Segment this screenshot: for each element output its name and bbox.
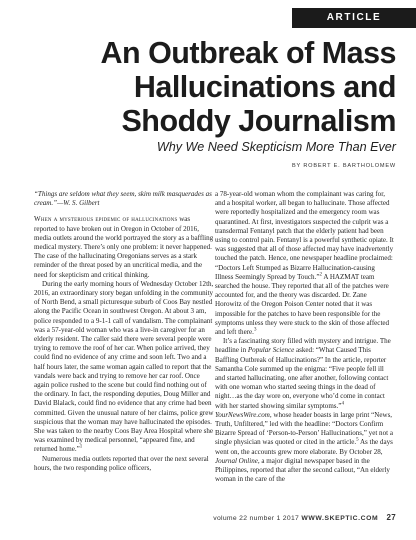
article-title: An Outbreak of Mass Hallucinations and Shoddy Journalism [100, 36, 396, 138]
section-tag: ARTICLE [292, 8, 416, 28]
lead-in: When a mysterious epidemic of hallucinations [34, 215, 178, 224]
paragraph [215, 337, 395, 484]
paragraph-text: As the days went on, the accounts grew more elaborate. By October 28, [215, 438, 393, 456]
paragraph-text: A HAZMAT team searched the house. They reported that all of the patches were accounted for, and the theory was discarded. Dr. Zane Horowitz of the Oregon Poison Center noted that it was impossible for the patches to have been responsible for the symptoms unless they were stuck to the skin of those affected and left there. [215, 272, 390, 337]
paragraph: Numerous media outlets reported that over the next several hours, the two responding police officers, [34, 454, 209, 472]
publication-name: YourNewsWire.com [215, 410, 270, 419]
paragraph [215, 190, 395, 337]
paragraph-text: During the early morning hours of Wednesday October 12th, 2016, an extraordinary story began unfolding in the community of North Bend, a small picturesque suburb of Coos Bay nestled along the Pacific Ocean in southwest Oregon. At about 3 am, police responded to a 9-1-1 call of vandalism. The complainant was a 57-year-old woman who was a live-in caregiver for an elderly resident. The caller said there were several people were trying to remove the roof of her car. When police arrived, they could find no evidence of any crime and soon left. Two and a half hours later, the same woman again called to report that the vandals were back and trying to remove her car roof. Once again police rushed to the scene but could find nothing out of the ordinary. In fact, the responding deputies, Doug Miller and David Blalack, could find no evidence that any crime had been committed. Given the unusual nature of her claims, police grew suspicious that the woman may have hallucinated the episodes. She was taken to the nearby Coos Bay Area Hospital where she was examined by medical personnel, “appeared fine, and returned home.” [34, 279, 214, 454]
footnote-ref: 5 [356, 438, 359, 444]
paragraph-text: a 78-year-old woman whom the complainant was caring for, and a hospital worker, all began to hallucinate. Those affected were reportedly hospitalized and the emergency room was quarantined. At first, investigators suspected the culprit was a transdermal Fentanyl patch that the elderly patient had been using to control pain. Fentanyl is a powerful synthetic opiate. It was suggested that all of those affected may have inadvertently touched the patch. Hence, one newspaper headline proclaimed: “Doctors Left Stumped as Bizarre Hallucination-causing Illness Seemingly Spread by Touch.” [215, 190, 394, 281]
publication-name: Popular Science [247, 346, 295, 355]
paragraph-text: , whose header boasts in large print “News, Truth, Unfiltered,” led with the headline: “Doctors Confirm Bizarre Spread of ‘Person-to-Person’ Hallucinations,” yet not a single physician was quoted or cited in the article. [215, 410, 393, 447]
page-footer [20, 513, 396, 522]
site-url: WWW.SKEPTIC.COM [301, 515, 379, 522]
paragraph-text: , a major digital newspaper based in the Philippines, reported that after the second callout, “An elderly woman in the care of the [215, 456, 390, 484]
page-number: 27 [386, 513, 396, 522]
publication-name: Journal Online [215, 456, 258, 465]
paragraph-text: It’s a fascinating story filled with mystery and intrigue. The headline in [215, 337, 391, 355]
right-column [215, 190, 395, 485]
footnote-ref: 1 [79, 445, 83, 451]
footnote-ref: 3 [253, 327, 257, 333]
paragraph [34, 280, 215, 455]
left-column [34, 190, 215, 473]
epigraph: “Things are seldom what they seem, skim milk masquerades as cream.”—W. S. Gilbert [34, 190, 212, 208]
byline: BY ROBERT E. BARTHOLOMEW [292, 163, 396, 169]
footnote-ref: 4 [341, 401, 344, 407]
article-subtitle: Why We Need Skepticism More Than Ever [156, 140, 396, 154]
paragraph-text: asked: “What Caused This Baffling Outbreak of Hallucinations?” In the article, reporter Samantha Cole summed up the enigma: “Five people fell ill and started hallucinating, one after another, following contact with one woman who started seeing things in the dead of night…as the day wore on, everyone who’d come in contact with her started showing similar symptoms.” [215, 346, 389, 410]
paragraph-text: was reported to have broken out in Oregon in October of 2016, media outlets around the world portrayed the story as a baffling medical mystery. There’s only one problem: it never happened. The case of the hallucinating Oregonians serves as a stark reminder of the threat posed by an uncritical media, and the need for skepticism and critical thinking. [34, 215, 214, 279]
volume-line: volume 22 number 1 2017 [213, 515, 300, 522]
footnote-ref: 2 [319, 272, 322, 278]
paragraph [34, 215, 215, 279]
